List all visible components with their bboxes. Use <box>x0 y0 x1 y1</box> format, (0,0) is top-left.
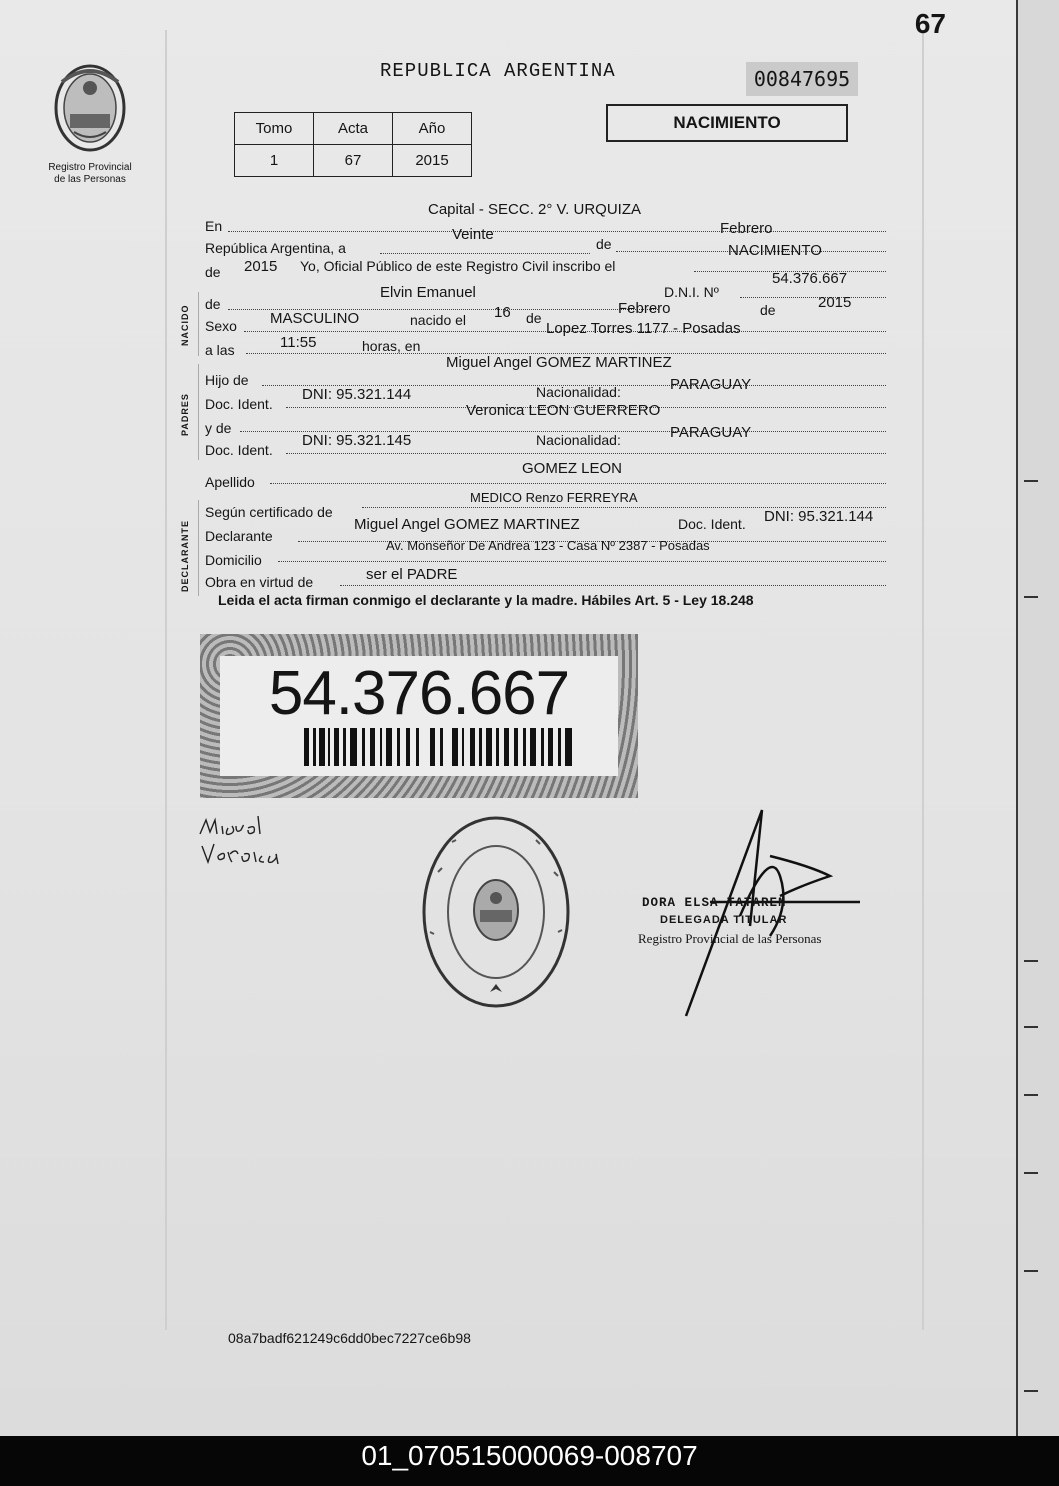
official-role: DELEGADA TITULAR <box>660 914 788 926</box>
header-tomo: Tomo <box>235 113 314 145</box>
label-nacionalidad-father: Nacionalidad: <box>536 384 621 400</box>
serial-number: 00847695 <box>746 62 858 96</box>
legal-footer-text: Leida el acta firman conmigo el declarante y la madre. Hábiles Art. 5 - Ley 18.248 <box>218 592 754 608</box>
father-nationality: PARAGUAY <box>670 376 752 393</box>
label-sexo: Sexo <box>205 318 237 334</box>
logo-caption-line2: de las Personas <box>54 174 126 185</box>
label-domicilio: Domicilio <box>205 552 262 568</box>
official-institution: Registro Provincial de las Personas <box>638 931 822 946</box>
edge-mark <box>1024 596 1038 598</box>
certificado-value: MEDICO Renzo FERREYRA <box>470 490 638 505</box>
dotted-line <box>740 296 886 298</box>
child-name: Elvin Emanuel <box>380 284 476 301</box>
page-edge-left <box>165 30 167 1330</box>
child-dni: 54.376.667 <box>772 270 848 287</box>
edge-mark <box>1024 1026 1038 1028</box>
dotted-line <box>228 230 886 232</box>
dni-sticker-number: 54.376.667 <box>268 659 570 728</box>
label-y-de: y de <box>205 420 232 436</box>
label-apellido: Apellido <box>205 474 255 490</box>
dni-sticker-label <box>220 656 618 776</box>
edge-mark <box>1024 1390 1038 1392</box>
father-name: Miguel Angel GOMEZ MARTINEZ <box>446 354 672 371</box>
scan-id-bar <box>0 1436 1059 1486</box>
mother-doc: DNI: 95.321.145 <box>302 432 412 449</box>
birth-day: 16 <box>494 304 511 321</box>
logo-caption <box>34 162 146 186</box>
label-de-1: de <box>526 310 542 326</box>
value-ano: 2015 <box>393 145 472 177</box>
label-doc-mother: Doc. Ident. <box>205 442 273 458</box>
edge-mark <box>1024 960 1038 962</box>
label-inscribo: Yo, Oficial Público de este Registro Civil inscribo el <box>300 258 616 274</box>
underlying-sheet-edge <box>1016 0 1059 1436</box>
label-certificado: Según certificado de <box>205 504 333 520</box>
label-doc-father: Doc. Ident. <box>205 396 273 412</box>
section-divider <box>198 292 199 356</box>
label-a-las: a las <box>205 342 235 358</box>
label-de-year: de <box>205 264 221 280</box>
mother-nationality: PARAGUAY <box>670 424 752 441</box>
place-value: Capital - SECC. 2° V. URQUIZA <box>428 201 642 218</box>
official-name: DORA ELSA TATAREN <box>642 896 787 910</box>
dni-sticker <box>200 634 638 798</box>
section-nacido: NACIDO <box>180 304 190 346</box>
header-acta: Acta <box>314 113 393 145</box>
register-table-header-row <box>235 113 472 145</box>
register-table-value-row <box>235 145 472 177</box>
label-en: En <box>205 218 223 234</box>
handwritten-signatures <box>196 812 296 872</box>
edge-mark <box>1024 1172 1038 1174</box>
value-tomo: 1 <box>235 145 314 177</box>
label-hijo-de: Hijo de <box>205 372 249 388</box>
label-nacionalidad-mother: Nacionalidad: <box>536 432 621 448</box>
section-declarante: DECLARANTE <box>180 520 190 592</box>
mother-name: Veronica LEON GUERRERO <box>466 402 661 419</box>
register-table <box>234 112 472 177</box>
page-edge-right <box>922 30 924 1330</box>
section-padres: PADRES <box>180 393 190 436</box>
dotted-line <box>340 584 886 586</box>
label-doc-declarante: Doc. Ident. <box>678 516 746 532</box>
document-title: REPUBLICA ARGENTINA <box>380 60 616 82</box>
official-seal-icon <box>418 812 574 1012</box>
apellido-value: GOMEZ LEON <box>522 460 623 477</box>
dotted-line <box>270 482 886 484</box>
birth-time: 11:55 <box>280 334 317 351</box>
scan-id: 01_070515000069-008707 <box>361 1440 698 1471</box>
provincial-coat-of-arms-icon <box>52 62 128 158</box>
month-value: Febrero <box>720 220 773 237</box>
section-divider <box>198 364 199 460</box>
barcode-icon <box>304 728 572 766</box>
day-value: Veinte <box>452 226 494 243</box>
logo-caption-line1: Registro Provincial <box>48 162 132 173</box>
label-declarante: Declarante <box>205 528 273 544</box>
act-type-value: NACIMIENTO <box>728 242 822 259</box>
dotted-line <box>278 560 886 562</box>
label-horas-en: horas, en <box>362 338 421 354</box>
label-de-2: de <box>760 302 776 318</box>
label-de-name: de <box>205 296 221 312</box>
value-acta: 67 <box>314 145 393 177</box>
birth-month: Febrero <box>618 300 671 317</box>
sexo-value: MASCULINO <box>270 310 360 327</box>
obra-value: ser el PADRE <box>366 566 458 583</box>
birth-year: 2015 <box>818 294 852 311</box>
record-type-box: NACIMIENTO <box>606 104 848 142</box>
domicilio-value: Av. Monseñor De Andrea 123 - Casa Nº 2387 - Posadas <box>386 538 710 553</box>
edge-mark <box>1024 1094 1038 1096</box>
label-nacido-el: nacido el <box>410 312 467 328</box>
dotted-line <box>286 452 886 454</box>
edge-mark <box>1024 1270 1038 1272</box>
year-value: 2015 <box>244 258 278 275</box>
father-doc: DNI: 95.321.144 <box>302 386 412 403</box>
birth-place: Lopez Torres 1177 - Posadas <box>546 320 741 337</box>
label-republica: República Argentina, a <box>205 240 346 256</box>
document-hash: 08a7badf621249c6dd0bec7227ce6b98 <box>228 1330 471 1346</box>
dotted-line <box>380 252 590 254</box>
label-de: de <box>596 236 612 252</box>
section-divider <box>198 500 199 596</box>
declarante-name: Miguel Angel GOMEZ MARTINEZ <box>354 516 580 533</box>
label-dni: D.N.I. Nº <box>664 284 719 300</box>
declarante-doc: DNI: 95.321.144 <box>764 508 874 525</box>
edge-mark <box>1024 480 1038 482</box>
header-ano: Año <box>393 113 472 145</box>
label-obra: Obra en virtud de <box>205 574 314 590</box>
page-number: 67 <box>914 8 946 39</box>
